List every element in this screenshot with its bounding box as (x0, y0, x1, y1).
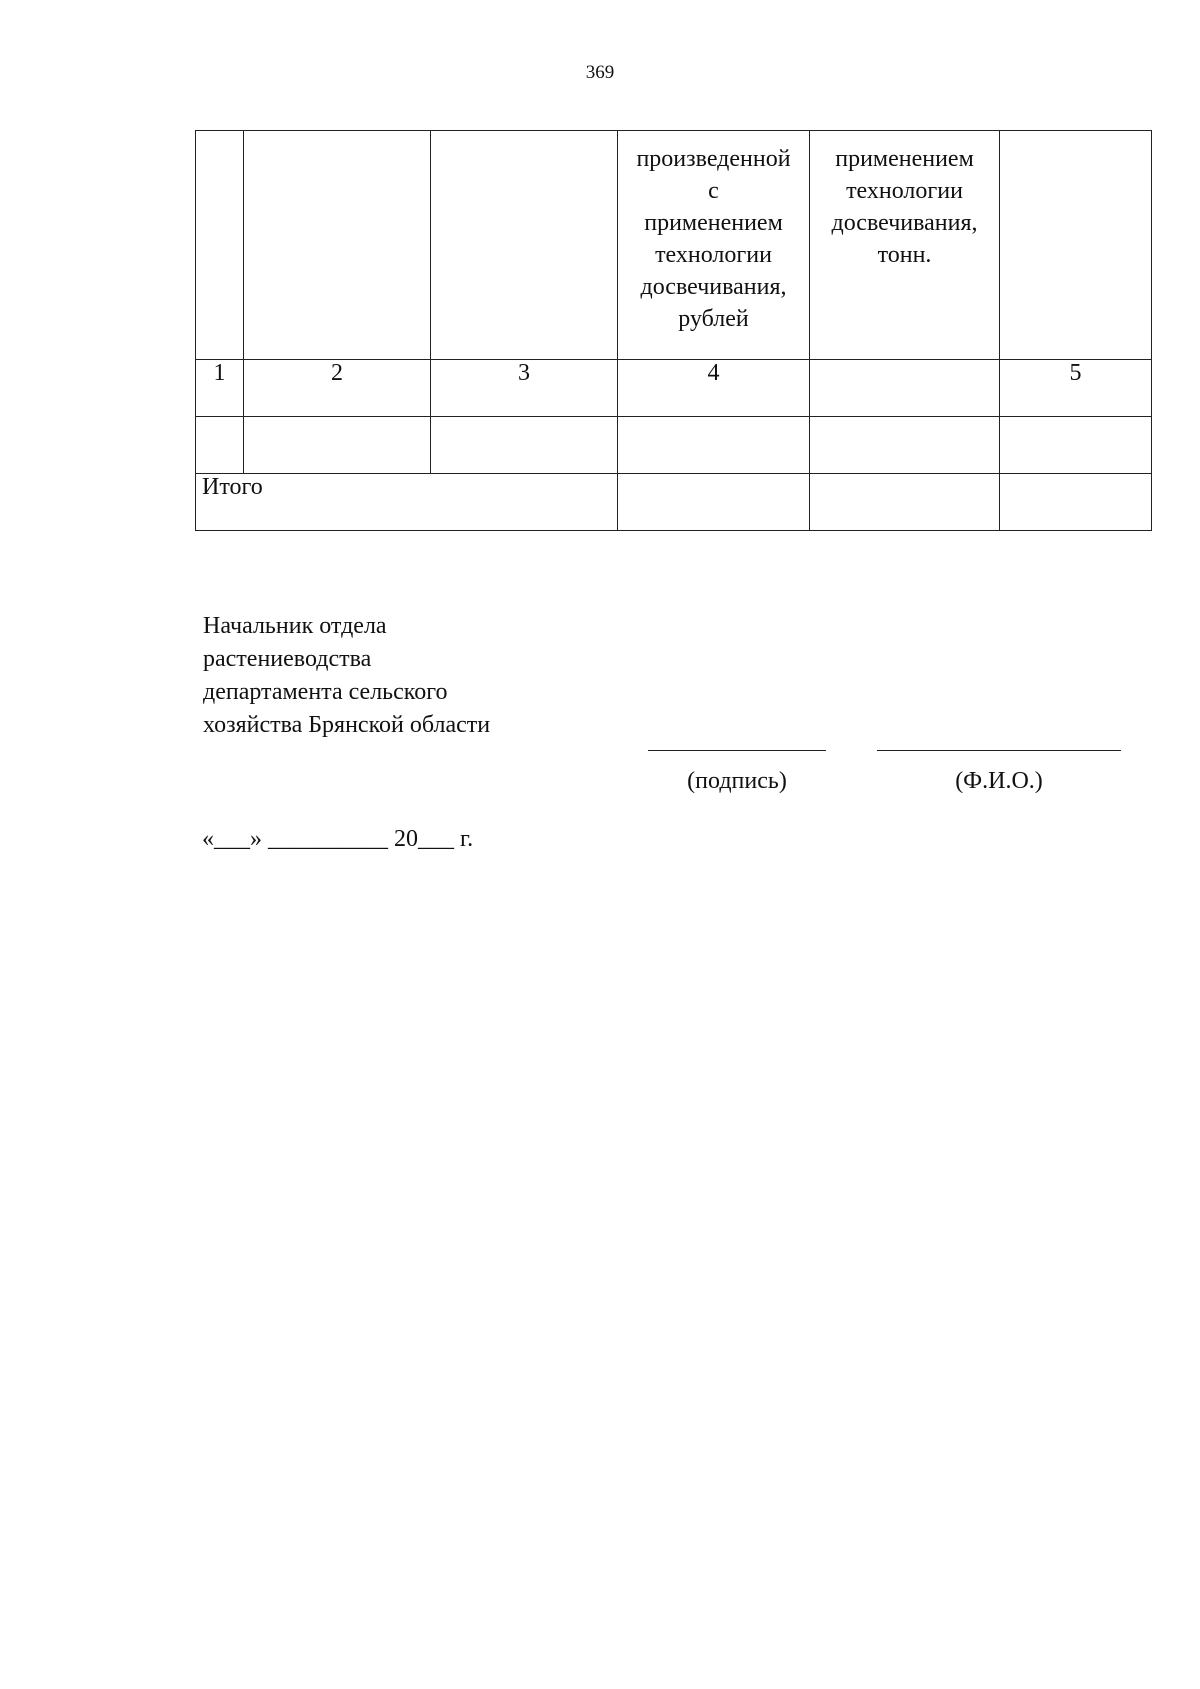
total-row (196, 474, 1152, 531)
signature-caption: (подпись) (687, 768, 787, 794)
table-cell (431, 417, 618, 474)
table-cell (618, 417, 810, 474)
name-line (877, 750, 1121, 751)
table-row (196, 417, 1152, 474)
table-cell (196, 417, 244, 474)
header-cell-3 (431, 131, 618, 360)
report-table (195, 130, 1152, 531)
position-line: Начальник отдела (203, 613, 387, 639)
total-cell (810, 474, 1000, 531)
total-cell (618, 474, 810, 531)
table-header-row (196, 131, 1152, 360)
header-cell-6 (1000, 131, 1152, 360)
column-number-row (196, 360, 1152, 417)
signature-line (648, 750, 826, 751)
total-cell (1000, 474, 1152, 531)
position-line: растениеводства (203, 646, 372, 672)
page-number: 369 (585, 62, 615, 83)
date-line: «___» __________ 20___ г. (202, 826, 474, 852)
total-label: Итого (196, 474, 618, 531)
column-number-cell: 1 (196, 360, 244, 417)
table-cell (244, 417, 431, 474)
position-line: хозяйства Брянской области (203, 712, 491, 738)
header-cell-5: применением технологии досвечивания, тонн. (810, 131, 1000, 360)
header-cell-4: произведенной с применением технологии досвечивания, рублей (618, 131, 810, 360)
table-cell (810, 417, 1000, 474)
position-line: департамента сельского (203, 679, 448, 705)
table-cell (1000, 417, 1152, 474)
column-number-cell: 5 (1000, 360, 1152, 417)
header-cell-1 (196, 131, 244, 360)
name-caption: (Ф.И.О.) (955, 768, 1043, 794)
column-number-cell: 4 (618, 360, 810, 417)
position-title (203, 610, 490, 742)
header-cell-2 (244, 131, 431, 360)
column-number-cell: 3 (431, 360, 618, 417)
column-number-cell: 2 (244, 360, 431, 417)
column-number-cell (810, 360, 1000, 417)
